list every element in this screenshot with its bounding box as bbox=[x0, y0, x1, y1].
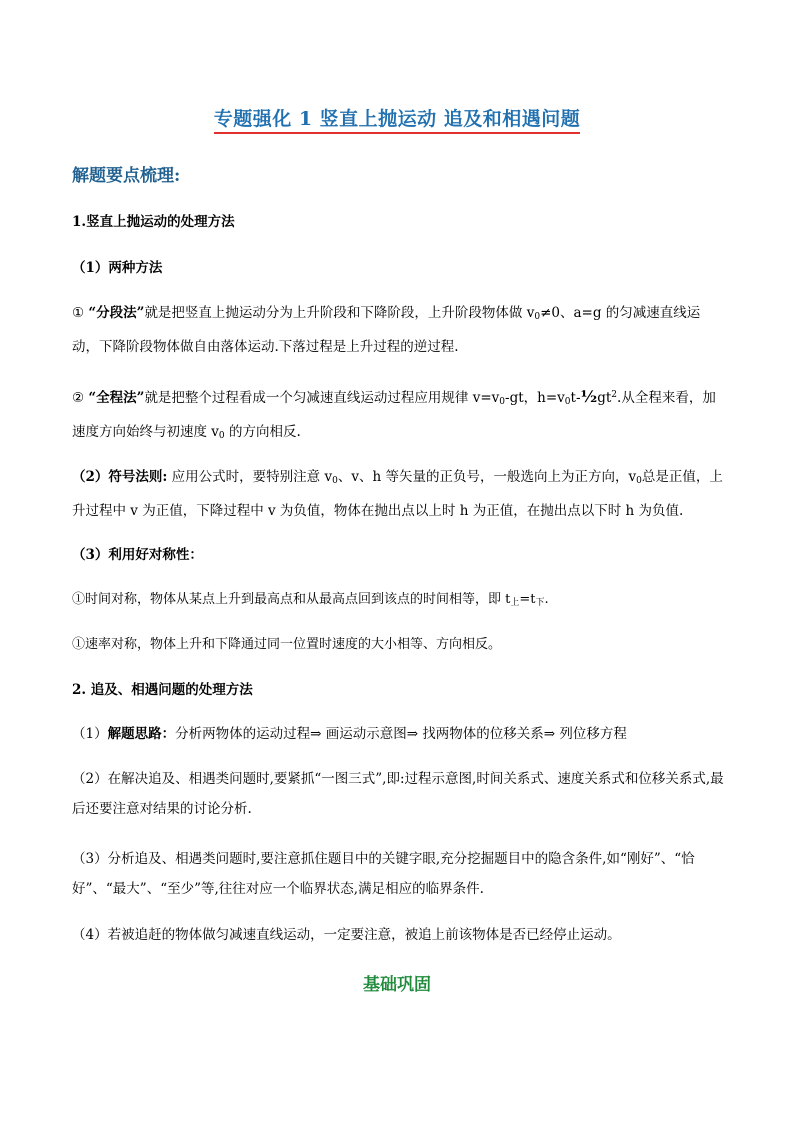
sub2-text3: 总是正值，上升过程中 v 为正值，下降过程中 v 为负值，物体在抛出点以上时 h 为正值，在抛出点以下时 h 为负值. bbox=[72, 469, 723, 519]
s1-sub3-heading: （3）利用好对称性： bbox=[72, 547, 203, 563]
sym1-end: . bbox=[544, 592, 549, 607]
p2-text2: -gt，h=v bbox=[505, 390, 565, 406]
p2-text5: .从全程来看，加速度方向始终与初速度 v bbox=[72, 390, 716, 440]
p2-sub-a: 0 bbox=[499, 397, 506, 407]
page-title: 专题强化 1 竖直上抛运动 追及和相遇问题 bbox=[214, 104, 581, 134]
p2-term: “全程法” bbox=[88, 390, 145, 406]
p2-sup: 2 bbox=[611, 390, 618, 400]
s2-p1-term: 解题思路： bbox=[107, 726, 176, 742]
sub2-sub-b: 0 bbox=[636, 476, 642, 486]
section-heading: 解题要点梳理: bbox=[72, 166, 181, 186]
sym1-sub1: 上 bbox=[510, 598, 520, 608]
p2-sub-b: 0 bbox=[564, 397, 571, 407]
s1-sub1-heading: （1）两种方法 bbox=[72, 260, 163, 276]
s1-sub2-paragraph bbox=[72, 462, 727, 526]
sym1-sub2: 下 bbox=[535, 598, 545, 608]
p1-sub: 0 bbox=[534, 312, 541, 322]
s2-paragraph-3: （3）分析追及、相遇类问题时,要注意抓住题目中的关键字眼,充分挖掘题目中的隐含条件,如“刚好”、“恰好”、“最大”、“至少”等,往往对应一个临界状态,满足相应的临界条件. bbox=[72, 851, 695, 897]
p2-text4: gt bbox=[597, 390, 612, 406]
s2-p1-text: 分析两物体的运动过程⇒ 画运动示意图⇒ 找两物体的位移关系⇒ 列位移方程 bbox=[175, 726, 627, 742]
p2-prefix: ② bbox=[72, 390, 89, 406]
s2-paragraph-2: （2）在解决追及、相遇类问题时,要紧抓“一图三式”,即:过程示意图,时间关系式、速度关系式和位移关系式,最后还要注意对结果的讨论分析. bbox=[72, 771, 724, 817]
p2-sub-c: 0 bbox=[218, 431, 225, 441]
s1-paragraph-1 bbox=[72, 298, 727, 362]
p1-prefix: ① bbox=[72, 305, 89, 321]
sym1-text: ①时间对称，物体从某点上升到最高点和从最高点回到该点的时间相等，即 t bbox=[72, 592, 511, 607]
s1-heading: 1.竖直上抛运动的处理方法 bbox=[72, 214, 235, 230]
p2-text: 就是把整个过程看成一个匀减速直线运动过程应用规律 v=v bbox=[144, 390, 500, 406]
p1-term: “分段法” bbox=[88, 305, 145, 321]
s2-paragraph-1 bbox=[72, 719, 727, 749]
sub2-sub-a: 0 bbox=[332, 476, 338, 486]
footer-heading: 基础巩固 bbox=[363, 975, 431, 995]
p2-text6: 的方向相反. bbox=[224, 424, 301, 440]
s2-p1-num: （1） bbox=[72, 726, 108, 742]
s1-symmetry-1 bbox=[72, 585, 727, 618]
p2-frac: ½ bbox=[580, 387, 598, 406]
s1-symmetry-2: ①速率对称，物体上升和下降通过同一位置时速度的大小相等、方向相反。 bbox=[72, 637, 502, 652]
s1-paragraph-2 bbox=[72, 380, 727, 451]
title-block bbox=[0, 104, 794, 134]
s2-paragraph-4: （4）若被追赶的物体做匀减速直线运动，一定要注意，被追上前该物体是否已经停止运动。 bbox=[72, 927, 621, 943]
sym1-mid: =t bbox=[519, 592, 536, 607]
p1-text2: ≠0、a=g 的匀减速直线运动，下降阶段物体做自由落体运动.下落过程是上升过程的逆过程. bbox=[72, 305, 701, 355]
sub2-text2: 、v、h 等矢量的正负号，一般选向上为正方向，v bbox=[337, 469, 637, 485]
sub2-text: 应用公式时，要特别注意 v bbox=[167, 469, 333, 485]
sub2-term: （2）符号法则: bbox=[72, 469, 168, 485]
p2-text3: t- bbox=[570, 390, 581, 406]
s2-heading: 2. 追及、相遇问题的处理方法 bbox=[72, 682, 253, 698]
p1-text: 就是把竖直上抛运动分为上升阶段和下降阶段，上升阶段物体做 v bbox=[144, 305, 535, 321]
